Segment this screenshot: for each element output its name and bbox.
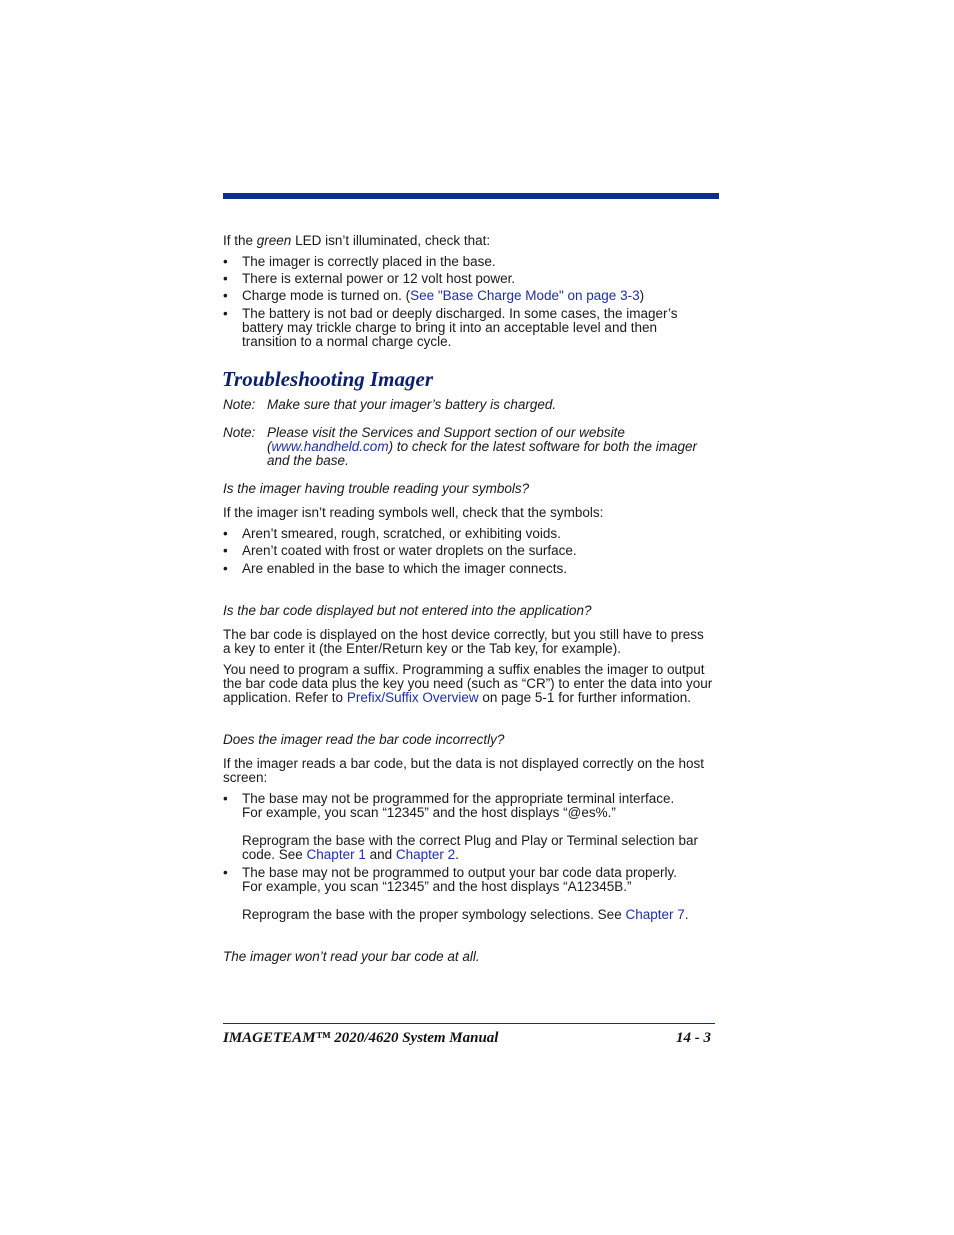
chapter-1-link[interactable]: Chapter 1 (306, 847, 366, 862)
question-heading: Is the bar code displayed but not entered into the application? (223, 603, 592, 618)
prefix-suffix-overview-link[interactable]: Prefix/Suffix Overview (346, 690, 479, 705)
intro-paragraph: If the green LED isn’t illuminated, check that: (223, 233, 491, 248)
paragraph: The bar code is displayed on the host device correctly, but you still have to press a key to enter it (the Enter/Return key or the Tab key, for example). (223, 627, 704, 656)
list-item: • The battery is not bad or deeply discharged. In some cases, the imager’s battery may trickle charge to bring it into an acceptable level and then transition to a normal charge cycle. (223, 306, 678, 349)
list-item: • The base may not be programmed for the appropriate terminal interface. For example, you scan “12345” and the host displays “@es%.” Reprogram the base with the correct Plug and Play or Terminal selection bar code. See Chapter 1 and Chapter 2. (223, 791, 698, 862)
footer-rule (223, 1023, 715, 1024)
page-number: 14 - 3 (676, 1030, 711, 1046)
question-heading: Does the imager read the bar code incorrectly? (223, 732, 505, 747)
list-item: • The base may not be programmed to output your bar code data properly. For example, you scan “12345” and the host displays “A12345B.” Reprogram the base with the proper symbology selections. See Chapter 7. (223, 865, 689, 922)
note: Note: Make sure that your imager’s battery is charged. (223, 397, 557, 412)
note: Note: Please visit the Services and Support section of our website (www.handheld.com) to check for the latest software for both the imager and the base. (223, 425, 697, 468)
footer-title: IMAGETEAM™ 2020/4620 System Manual (223, 1030, 499, 1046)
chapter-2-link[interactable]: Chapter 2 (395, 847, 456, 862)
question-heading: Is the imager having trouble reading your symbols? (223, 481, 530, 496)
header-rule (223, 193, 719, 199)
paragraph: If the imager isn’t reading symbols well, check that the symbols: (223, 505, 604, 520)
section-heading: Troubleshooting Imager (222, 367, 434, 391)
base-charge-mode-link[interactable]: See "Base Charge Mode" on page 3-3 (410, 288, 640, 303)
website-link[interactable]: www.handheld.com (271, 439, 389, 454)
paragraph: If the imager reads a bar code, but the data is not displayed correctly on the host screen: (223, 756, 705, 785)
paragraph: You need to program a suffix. Programming a suffix enables the imager to output the bar code data plus the key you need (such as “CR”) to enter the data into your application. Refer to Prefix/Suffix Overview on page 5-1 for further information. (223, 662, 713, 705)
green-emphasis: green (256, 233, 292, 248)
chapter-7-link[interactable]: Chapter 7 (625, 907, 685, 922)
question-heading: The imager won’t read your bar code at all. (223, 949, 480, 964)
